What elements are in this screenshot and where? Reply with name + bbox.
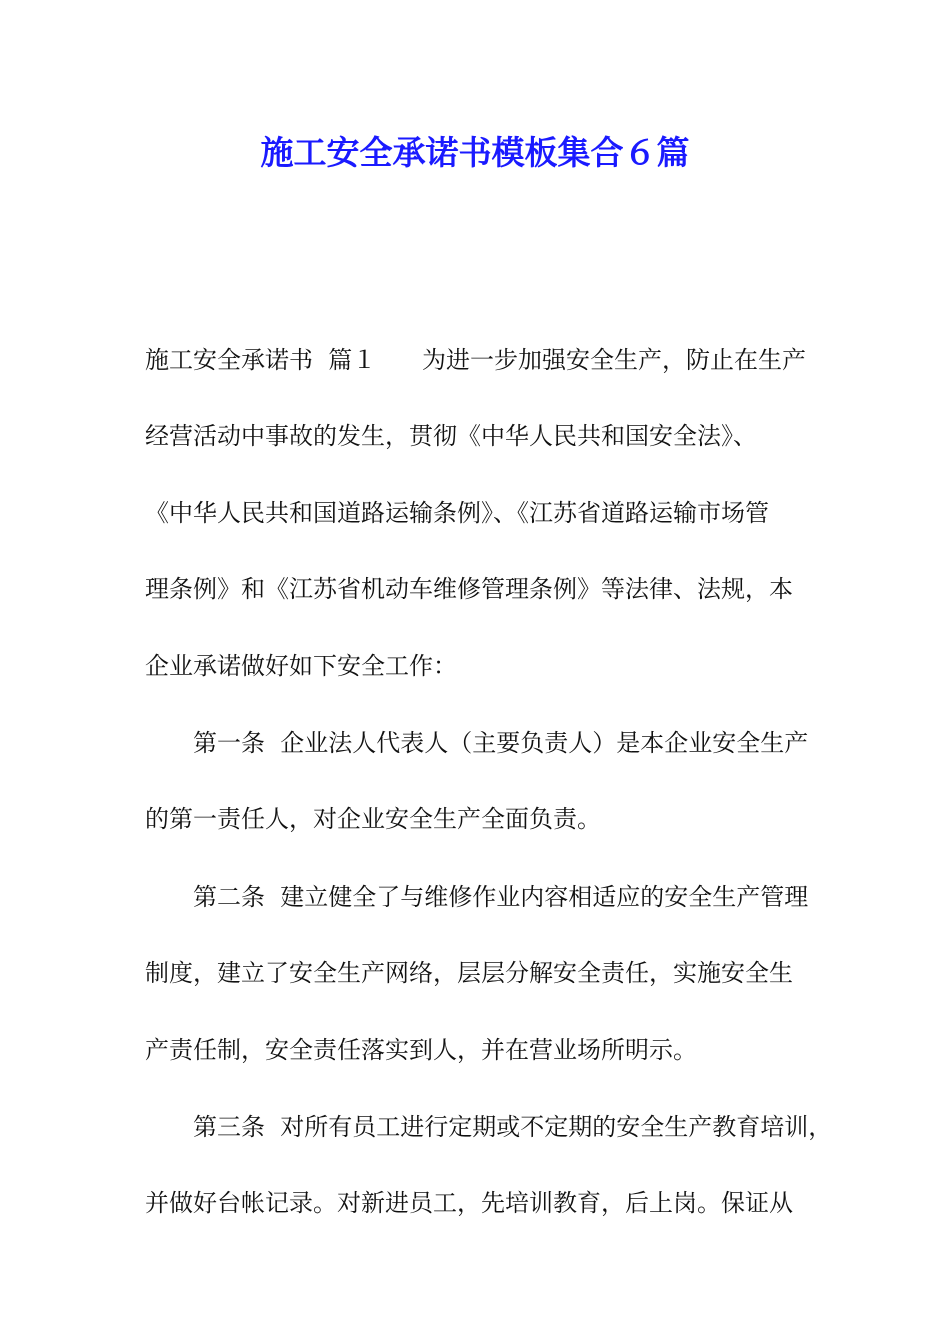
text-line: 施工安全承诺书 篇１ 为进一步加强安全生产，防止在生产	[145, 346, 807, 374]
document-title: 施工安全承诺书模板集合６篇	[260, 133, 690, 172]
text-line: 并做好台帐记录。对新进员工，先培训教育，后上岗。保证从	[145, 1189, 793, 1218]
document-body	[145, 336, 833, 1229]
text-line: 企业承诺做好如下安全工作：	[145, 651, 457, 680]
text-line: 《中华人民共和国道路运输条例》、《江苏省道路运输市场管	[145, 498, 769, 527]
text-line: 制度，建立了安全生产网络，层层分解安全责任，实施安全生	[145, 959, 793, 988]
text-line: 经营活动中事故的发生，贯彻《中华人民共和国安全法》、	[145, 422, 757, 451]
article-1-line: 第一条 企业法人代表人（主要负责人）是本企业安全生产	[193, 728, 809, 757]
article-3-line: 第三条 对所有员工进行定期或不定期的安全生产教育培训，	[193, 1112, 833, 1141]
text-line: 的第一责任人，对企业安全生产全面负责。	[145, 805, 601, 834]
text-line: 理条例》和《江苏省机动车维修管理条例》等法律、法规，本	[145, 575, 793, 604]
text-line: 产责任制，安全责任落实到人，并在营业场所明示。	[145, 1035, 697, 1064]
article-2-line: 第二条 建立健全了与维修作业内容相适应的安全生产管理	[193, 882, 809, 911]
